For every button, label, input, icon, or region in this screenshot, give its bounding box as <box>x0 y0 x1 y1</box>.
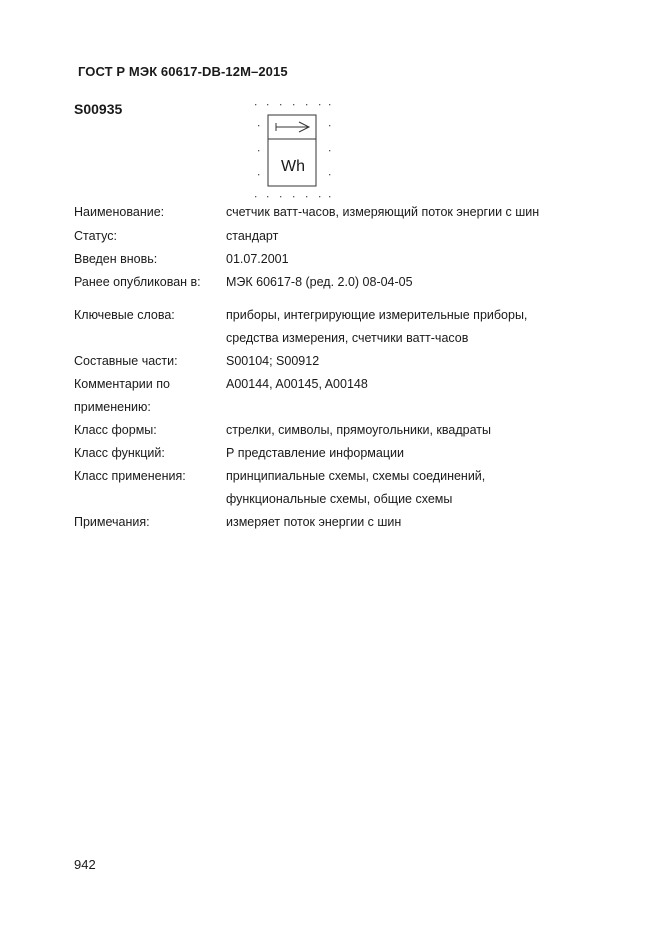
watt-hour-meter-symbol-icon <box>255 101 331 199</box>
field-value <box>226 248 289 271</box>
field-value <box>226 225 278 248</box>
field-label <box>74 373 224 419</box>
field-label-line: Введен вновь: <box>74 252 158 266</box>
field-value-line: A00144, A00145, A00148 <box>226 377 368 391</box>
field-label-line: применению: <box>74 400 151 414</box>
field-label-line: Ключевые слова: <box>74 308 175 322</box>
field-value-line: измеряет поток энергии с шин <box>226 515 402 529</box>
field-label <box>74 350 224 373</box>
field-label-line: Класс формы: <box>74 423 157 437</box>
field-label-line: Наименование: <box>74 205 165 219</box>
field-value <box>226 442 404 465</box>
field-value-line: принципиальные схемы, схемы соединений, <box>226 469 486 483</box>
page-number: 942 <box>74 857 96 872</box>
field-value <box>226 304 527 350</box>
field-value-line: МЭК 60617-8 (ред. 2.0) 08-04-05 <box>226 275 413 289</box>
symbol-text: Wh <box>281 158 305 175</box>
field-label <box>74 511 224 534</box>
field-value-line: стандарт <box>226 229 279 243</box>
field-label <box>74 271 224 294</box>
field-value <box>226 419 491 442</box>
field-value <box>226 350 319 373</box>
field-value <box>226 373 368 396</box>
field-value <box>226 465 485 511</box>
field-label-line: Комментарии по <box>74 377 170 391</box>
field-label-line: Класс применения: <box>74 469 186 483</box>
document-header: ГОСТ Р МЭК 60617-DB-12M–2015 <box>78 64 288 79</box>
field-value <box>226 201 539 224</box>
field-label-line: Статус: <box>74 229 117 243</box>
field-label <box>74 304 224 327</box>
field-value-line: стрелки, символы, прямоугольники, квадраты <box>226 423 491 437</box>
field-label <box>74 225 224 248</box>
field-value-line: средства измерения, счетчики ватт-часов <box>226 331 469 345</box>
field-label <box>74 201 224 224</box>
field-label <box>74 248 224 271</box>
field-value-line: функциональные схемы, общие схемы <box>226 492 453 506</box>
field-value <box>226 511 401 534</box>
field-value-line: счетчик ватт-часов, измеряющий поток энергии с шин <box>226 205 540 219</box>
field-label <box>74 465 224 488</box>
field-label-line: Примечания: <box>74 515 150 529</box>
field-label <box>74 442 224 465</box>
field-value <box>226 271 413 294</box>
field-label <box>74 419 224 442</box>
field-label-line: Класс функций: <box>74 446 165 460</box>
field-value-line: приборы, интегрирующие измерительные приборы, <box>226 308 528 322</box>
field-label-line: Составные части: <box>74 354 178 368</box>
symbol-code: S00935 <box>74 101 123 117</box>
field-value-line: Р представление информации <box>226 446 404 460</box>
field-value-line: 01.07.2001 <box>226 252 289 266</box>
field-label-line: Ранее опубликован в: <box>74 275 201 289</box>
field-value-line: S00104; S00912 <box>226 354 320 368</box>
